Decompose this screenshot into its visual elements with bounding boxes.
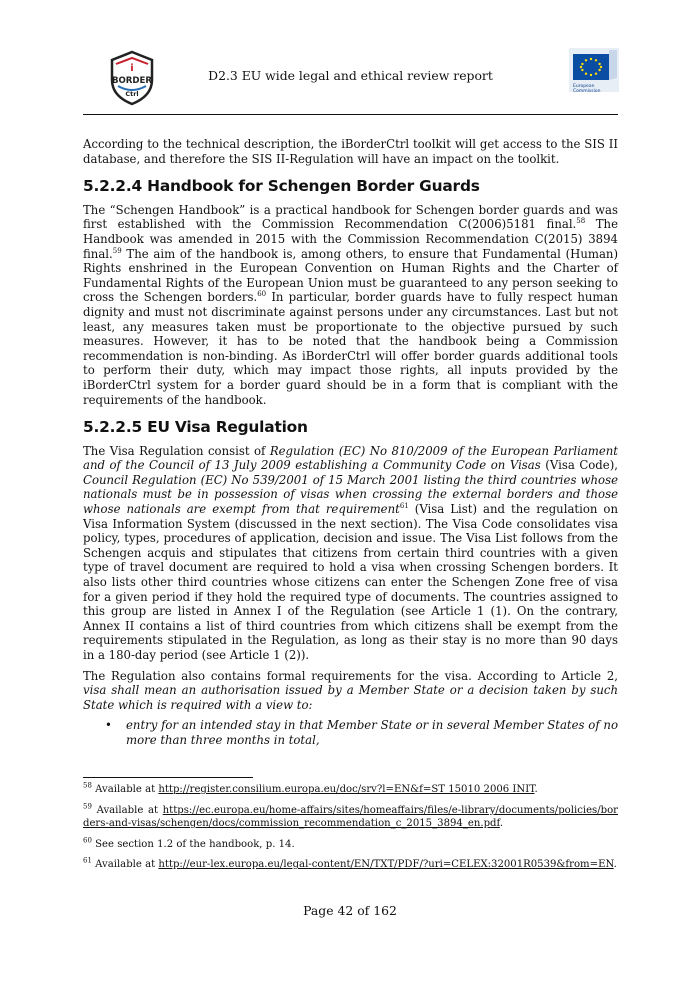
list-item: • entry for an intended stay in that Member State or in several Member States of no more than three months in total, — [105, 718, 618, 747]
bullet-icon: • — [105, 718, 112, 733]
footnote-ref[interactable]: 58 — [576, 217, 586, 226]
handbook-paragraph: The “Schengen Handbook” is a practical handbook for Schengen border guards and was first established with the Commission Recommendation C(2006)5181 final.$^{58}$ The Handbook was amended in 2015 with the Commission Recommendation C(2015) 3894 final.$^{59}$ The aim of the handbook is, among others, to ensure that Fundamental (Human) Rights enshrined in the European Convention on Human Rights and the Charter of Fundamental Rights of the European Union must be guaranteed to any person seeking to cross the Schengen borders.$^{60}$ In particular, border guards have to fully respect human dignity and must not discriminate against persons under any circumstances. Last but not least, any measures taken must be proportionate to the objective pursued by such measures. However, it has to be noted that the handbook being a Commission recommendation is non-binding. As iBorderCtrl will offer border guards additional tools to perform their duty, which may impact those rights, all inputs provided by the iBorderCtrl system for a border guard should be in a form that is compliant with the requirements of the handbook. — [83, 202, 618, 407]
intro-paragraph: According to the technical description, the iBorderCtrl toolkit will get access to the SIS II database, and therefore the SIS II-Regulation will have an impact on the toolkit. — [83, 137, 618, 166]
visa-paragraph-2: The Regulation also contains formal requirements for the visa. According to Article 2, visa shall mean an authorisation issued by a Member State or a decision taken by such State which is required with a view to: — [83, 668, 618, 712]
svg-text:BORDER: BORDER — [111, 76, 153, 86]
document-title: D2.3 EU wide legal and ethical review report — [208, 68, 493, 83]
footnote-61: $^{61}$ Available at http://eur-lex.europa.eu/legal-content/EN/TXT/PDF/?uri=CELEX:32001R0539&from=EN. — [83, 857, 617, 871]
footnote-ref[interactable]: 61 — [399, 502, 409, 511]
footnote-ref[interactable]: 60 — [257, 290, 267, 299]
visa-paragraph-1: The Visa Regulation consist of Regulation (EC) No 810/2009 of the European Parliament and of the Council of 13 July 2009 establishing a Community Code on Visas (Visa Code), Council Regulation (EC) No 539/2001 of 15 March 2001 listing the third countries whose nationals must be in possession of visas when crossing the external borders and those whose nationals are exempt from that requirement$^{61}$ (Visa List) and the regulation on Visa Information System (discussed in the next section). The Visa Code consolidates visa policy, types, procedures of application, decision and issue. The Visa List follows from the Schengen acquis and stipulates that citizens from certain third countries with a given type of travel document are required to hold a visa when crossing Schengen borders. It also lists other third countries whose citizens can enter the Schengen Zone free of visa for a given period if they hold the required type of documents. The countries assigned to this group are listed in Annex I of the Regulation (see Article 1 (1). On the contrary, Annex II contains a list of third countries from which citizens shall be exempt from the requirements stipulated in the Regulation, as long as their stay is no more than 90 days in a 180-day period (see Article 1 (2)). — [83, 443, 619, 662]
page-number: Page 42 of 162 — [303, 903, 397, 918]
footnote-divider — [83, 777, 253, 778]
main-content — [83, 137, 618, 748]
svg-text:i: i — [130, 63, 134, 74]
visa-purpose-list — [83, 718, 618, 747]
footnote-59: $^{59}$ Available at https://ec.europa.eu/home-affairs/sites/homeaffairs/files/e-library/documents/policies/borders-and-visas/schengen/docs/commission_recommendation_c_2015_3894_en.pdf. — [83, 802, 618, 830]
footnotes — [83, 783, 618, 879]
section-heading-visa: 5.2.2.5 EU Visa Regulation — [83, 418, 308, 437]
european-commission-label: European Commission — [573, 84, 601, 94]
page-header — [83, 44, 618, 115]
section-heading-handbook: 5.2.2.4 Handbook for Schengen Border Guards — [83, 177, 480, 196]
footnote-link[interactable]: http://register.consilium.europa.eu/doc/srv?l=EN&f=ST 15010 2006 INIT — [158, 784, 535, 795]
footnote-ref[interactable]: 59 — [112, 246, 122, 255]
footnote-link[interactable]: http://eur-lex.europa.eu/legal-content/EN/TXT/PDF/?uri=CELEX:32001R0539&from=EN — [158, 859, 614, 871]
footnote-60: $^{60}$ See section 1.2 of the handbook, p. 14. — [83, 836, 295, 850]
svg-text:Ctrl: Ctrl — [125, 90, 139, 98]
footnote-link[interactable]: https://ec.europa.eu/home-affairs/sites/homeaffairs/files/e-library/documents/policies/borders-and-visas/schengen/docs/commission_recommendation_c_2015_3894_en.pdf — [83, 804, 618, 830]
footnote-58: $^{58}$ Available at http://register.consilium.europa.eu/doc/srv?l=EN&f=ST 15010 2006 INIT. — [83, 781, 538, 795]
